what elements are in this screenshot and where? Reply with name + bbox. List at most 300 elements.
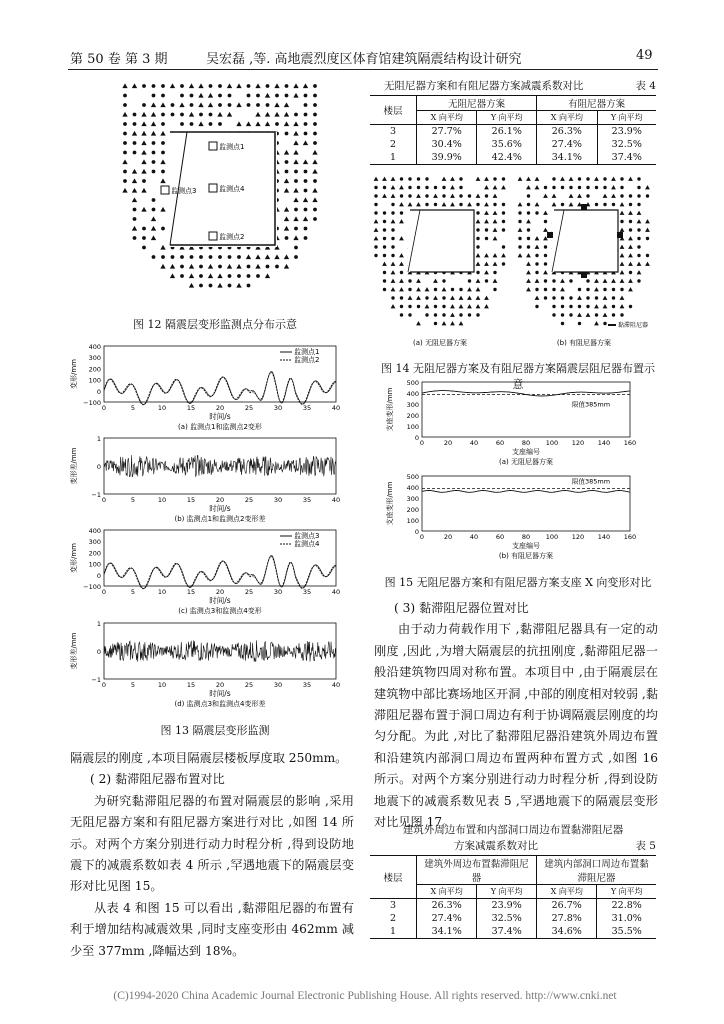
bearing-dot [544, 296, 547, 299]
bearing-dot [637, 228, 640, 231]
bearing-dot [637, 279, 640, 282]
bearing-dot [637, 254, 640, 257]
bearing-triangle [628, 287, 633, 291]
table-row: 1 34.1% 37.4% 34.6% 35.5% [370, 925, 656, 939]
bearing-dot [304, 122, 308, 126]
bearing-dot [133, 151, 137, 155]
plot-frame [422, 382, 630, 437]
y-tick-label: 100 [406, 423, 419, 431]
bearing-triangle [450, 321, 455, 325]
bearing-dot [247, 274, 251, 278]
bearing-triangle [620, 304, 625, 308]
legend-label: 监测点2 [294, 356, 320, 364]
x-tick-label: 10 [157, 404, 167, 412]
bearing-dot [313, 84, 317, 88]
bearing-triangle [594, 287, 599, 291]
bearing-dot [275, 94, 279, 98]
legend-label: 监测点1 [294, 348, 320, 356]
bearing-triangle [255, 264, 260, 269]
bearing-triangle [274, 112, 279, 117]
paragraph-damper-layout: 为研究黏滞阻尼器的布置对隔震层的影响 ,采用无阻尼器方案和有阻尼器方案进行对比 ,如图 14 所示。对两个方案分别进行动力时程分析 ,得到设防地震下的减震系数如表 4 所示 ,罕遇地震下的隔震层变形对比见图 15。 [70, 793, 354, 894]
bearing-triangle [236, 121, 241, 126]
bearing-triangle [620, 202, 625, 206]
bearing-dot [502, 203, 505, 206]
y-axis-label: 支座变形/mm [386, 387, 394, 432]
bearing-dot [383, 254, 386, 257]
bearing-dot [586, 305, 589, 308]
monitor-point-marker [209, 142, 217, 150]
bearing-triangle [450, 194, 455, 198]
bearing-dot [620, 177, 623, 180]
bearing-dot [285, 170, 289, 174]
bearing-dot [374, 203, 377, 206]
monitor-point-label: 监测点4 [219, 185, 245, 193]
bearing-dot [313, 113, 317, 117]
bearing-triangle [493, 253, 498, 257]
x-tick-label: 40 [469, 533, 479, 541]
fig12-isolation-plan [115, 80, 330, 305]
bearing-dot [190, 94, 194, 98]
bearing-dot [374, 194, 377, 197]
table5-subhead: Y 向平均 [477, 885, 537, 899]
bearing-dot [247, 94, 251, 98]
bearing-dot [391, 211, 394, 214]
fig13-monitoring-plots [68, 338, 350, 718]
bearing-triangle [628, 279, 633, 283]
bearing-dot [123, 141, 127, 145]
x-tick-label: 5 [130, 496, 136, 504]
bearing-triangle [255, 83, 260, 88]
bearing-dot [171, 103, 175, 107]
bearing-dot [142, 103, 146, 107]
bearing-dot [425, 296, 428, 299]
x-tick-label: 5 [130, 404, 136, 412]
bearing-triangle [208, 102, 213, 107]
bearing-triangle [603, 279, 608, 283]
x-tick-label: 20 [215, 404, 225, 412]
table4-group: 有阻尼器方案 [537, 96, 656, 111]
bearing-dot [434, 186, 437, 189]
bearing-triangle [450, 313, 455, 317]
bearing-triangle [450, 296, 455, 300]
bearing-dot [586, 177, 589, 180]
x-tick-label: 40 [331, 496, 341, 504]
y-tick-label: 400 [406, 390, 419, 398]
bearing-triangle [399, 236, 404, 240]
bearing-dot [313, 103, 317, 107]
bearing-dot [629, 271, 632, 274]
bearing-dot [612, 296, 615, 299]
bearing-triangle [493, 279, 498, 283]
x-tick-label: 100 [545, 439, 559, 447]
panel-subcaption: (b) 有阻尼器方案 [556, 339, 612, 347]
bearing-triangle [374, 228, 379, 232]
bearing-triangle [132, 197, 137, 202]
bearing-dot [646, 237, 649, 240]
bearing-dot [578, 305, 581, 308]
bearing-triangle [122, 159, 127, 164]
bearing-triangle [476, 177, 481, 181]
bearing-triangle [274, 254, 279, 259]
bearing-triangle [312, 197, 317, 202]
bearing-dot [535, 271, 538, 274]
bearing-dot [400, 313, 403, 316]
bearing-triangle [535, 279, 540, 283]
legend-label: 监测点4 [294, 540, 320, 548]
bearing-dot [569, 186, 572, 189]
bearing-dot [313, 122, 317, 126]
bearing-triangle [399, 262, 404, 266]
bearing-dot [408, 186, 411, 189]
x-axis-label: 时间/s [209, 689, 231, 698]
bearing-triangle [476, 304, 481, 308]
x-tick-label: 10 [157, 681, 167, 689]
bearing-dot [152, 141, 156, 145]
bearing-triangle [535, 202, 540, 206]
bearing-dot [228, 284, 232, 288]
bearing-dot [417, 177, 420, 180]
x-tick-label: 80 [521, 439, 531, 447]
bearing-dot [133, 122, 137, 126]
panel-subcaption: (a) 无阻尼器方案 [499, 458, 553, 466]
bearing-triangle [552, 194, 557, 198]
fig13-panel [69, 620, 340, 708]
bearing-dot [142, 236, 146, 240]
bearing-dot [612, 288, 615, 291]
bearing-triangle [198, 121, 203, 126]
bearing-dot [383, 271, 386, 274]
table-row: 2 30.4% 35.6% 27.4% 32.5% [370, 138, 656, 151]
table5-number: 表 5 [635, 840, 656, 852]
bearing-triangle [374, 219, 379, 223]
bearing-triangle [399, 185, 404, 189]
bearing-triangle [603, 313, 608, 317]
bearing-dot [527, 211, 530, 214]
bearing-triangle [433, 279, 438, 283]
bearing-triangle [535, 236, 540, 240]
bearing-dot [199, 284, 203, 288]
bearing-dot [400, 305, 403, 308]
bearing-triangle [151, 226, 156, 231]
bearing-dot [400, 177, 403, 180]
bearing-dot [485, 279, 488, 282]
table4-subhead: Y 向平均 [477, 111, 537, 125]
fig13-caption: 图 13 隔震层变形监测 [160, 724, 270, 737]
bearing-dot [408, 313, 411, 316]
x-tick-label: 25 [244, 404, 254, 412]
journal-volume: 第 50 卷 第 3 期 [70, 52, 168, 67]
bearing-triangle [450, 177, 455, 181]
bearing-dot [442, 194, 445, 197]
bearing-triangle [141, 140, 146, 145]
bearing-dot [544, 186, 547, 189]
monitor-point-label: 监测点3 [171, 187, 197, 195]
table5-subhead: X 向平均 [537, 885, 597, 899]
bearing-triangle [312, 188, 317, 193]
bearing-triangle [526, 253, 531, 257]
bearing-triangle [459, 321, 464, 325]
bearing-triangle [493, 211, 498, 215]
y-tick-label: 0 [414, 528, 419, 536]
bearing-dot [459, 177, 462, 180]
x-tick-label: 0 [101, 681, 107, 689]
bearing-triangle [526, 219, 531, 223]
bearing-dot [228, 255, 232, 259]
bearing-dot [237, 274, 241, 278]
bearing-triangle [484, 296, 489, 300]
y-tick-label: 1 [96, 435, 101, 443]
bearing-triangle [442, 321, 447, 325]
bearing-dot [629, 305, 632, 308]
table4-title-row [370, 78, 656, 93]
bearing-triangle [391, 270, 396, 274]
bearing-dot [374, 186, 377, 189]
bearing-triangle [255, 254, 260, 259]
table5-title: 建筑外周边布置和内部洞口周边布置黏滞阻尼器 [402, 824, 624, 836]
bearing-dot [629, 220, 632, 223]
bearing-dot [535, 262, 538, 265]
bearing-triangle [274, 83, 279, 88]
bearing-dot [391, 254, 394, 257]
bearing-triangle [484, 219, 489, 223]
x-tick-label: 5 [130, 588, 136, 596]
bearing-triangle [141, 131, 146, 136]
bearing-triangle [493, 262, 498, 266]
bearing-dot [304, 170, 308, 174]
bearing-triangle [620, 262, 625, 266]
bearing-triangle [208, 264, 213, 269]
plot-frame [104, 438, 336, 494]
bearing-dot [161, 255, 165, 259]
bearing-dot [218, 255, 222, 259]
bearing-triangle [476, 262, 481, 266]
bearing-dot [476, 211, 479, 214]
bearing-triangle [227, 112, 232, 117]
bearing-dot [595, 296, 598, 299]
bearing-triangle [577, 194, 582, 198]
damper-marker [581, 272, 587, 278]
bearing-triangle [391, 194, 396, 198]
y-tick-label: 200 [88, 549, 101, 558]
bearing-triangle [132, 83, 137, 88]
fig12-caption: 图 12 隔震层变形监测点分布示意 [133, 318, 297, 331]
bearing-dot [180, 84, 184, 88]
bearing-dot [218, 122, 222, 126]
paragraph-damper-position: 由于动力荷载作用下 ,黏滞阻尼器具有一定的动刚度 ,因此 ,为增大隔震层的抗扭刚度 ,黏滞阻尼器一般沿建筑物四周对称布置。本项目中 ,由于隔震层在建筑物中部比赛场地区开洞 ,中部的刚度相对较弱 ,黏滞阻尼器布置于洞口周边有利于协调隔震层刚度的均匀分配。为此 ,对比了黏滞阻尼器沿建筑外周边布置和沿建筑内部洞口周边布置两种布置方式 ,如图 16 所示。对两个方案分别进行动力时程分析 ,得到设防地震下的减震系数见表 5 ,罕遇地震下的隔震层变形对比见图 17。 [374, 622, 658, 830]
bearing-dot [152, 170, 156, 174]
bearing-dot [304, 189, 308, 193]
bearing-dot [442, 186, 445, 189]
x-tick-label: 20 [215, 496, 225, 504]
x-tick-label: 25 [244, 588, 254, 596]
bearing-dot [152, 198, 156, 202]
bearing-dot [133, 141, 137, 145]
bearing-triangle [611, 279, 616, 283]
bearing-dot [502, 262, 505, 265]
bearing-dot [476, 228, 479, 231]
bearing-triangle [416, 194, 421, 198]
bearing-triangle [274, 102, 279, 107]
bearing-dot [544, 254, 547, 257]
monitor-point-label: 监测点1 [219, 143, 245, 151]
x-tick-label: 120 [571, 439, 585, 447]
bearing-dot [434, 313, 437, 316]
bearing-triangle [526, 177, 531, 181]
running-title: 吴宏磊 ,等. 高地震烈度区体育馆建筑隔震结构设计研究 [206, 52, 522, 67]
bearing-triangle [637, 219, 642, 223]
table4-col-floor: 楼层 [370, 96, 417, 125]
bearing-triangle [476, 287, 481, 291]
bearing-dot [199, 265, 203, 269]
bearing-dot [425, 194, 428, 197]
bearing-triangle [312, 159, 317, 164]
bearing-triangle [391, 304, 396, 308]
panel-subcaption: (b) 监测点1和监测点2变形差 [174, 515, 266, 523]
bearing-triangle [518, 202, 523, 206]
x-tick-label: 40 [331, 681, 341, 689]
bearing-triangle [236, 264, 241, 269]
bearing-dot [629, 228, 632, 231]
y-tick-label: 100 [88, 376, 101, 385]
x-tick-label: 140 [597, 439, 611, 447]
bearing-triangle [293, 159, 298, 164]
table4-number: 表 4 [635, 80, 656, 92]
bearing-triangle [526, 185, 531, 189]
bearing-triangle [560, 279, 565, 283]
bearing-dot [133, 217, 137, 221]
bearing-dot [391, 245, 394, 248]
bearing-triangle [416, 296, 421, 300]
bearing-triangle [628, 262, 633, 266]
table-row: 2 27.4% 32.5% 27.8% 31.0% [370, 912, 656, 925]
bearing-dot [152, 255, 156, 259]
bearing-triangle [628, 211, 633, 215]
bearing-dot [161, 84, 165, 88]
bearing-dot [209, 255, 213, 259]
bearing-dot [544, 245, 547, 248]
bearing-dot [266, 103, 270, 107]
bearing-triangle [569, 177, 574, 181]
x-tick-label: 160 [623, 439, 637, 447]
bearing-triangle [611, 185, 616, 189]
fig13-panel [69, 435, 340, 523]
bearing-triangle [284, 216, 289, 221]
paragraph-continued: 隔震层的刚度 ,本项目隔震层楼板厚度取 250mm。 [70, 751, 348, 765]
bearing-triangle [535, 177, 540, 181]
bearing-triangle [416, 279, 421, 283]
bearing-triangle [170, 83, 175, 88]
bearing-dot [468, 279, 471, 282]
bearing-dot [561, 186, 564, 189]
bearing-dot [527, 245, 530, 248]
bearing-dot [313, 179, 317, 183]
bearing-triangle [160, 178, 165, 183]
bearing-triangle [501, 185, 506, 189]
bearing-dot [123, 94, 127, 98]
bearing-triangle [236, 283, 241, 288]
bearing-triangle [484, 202, 489, 206]
bearing-triangle [141, 121, 146, 126]
x-tick-label: 20 [215, 681, 225, 689]
bearing-triangle [151, 131, 156, 136]
bearing-dot [569, 313, 572, 316]
x-tick-label: 20 [215, 588, 225, 596]
bearing-dot [569, 296, 572, 299]
bearing-dot [142, 179, 146, 183]
bearing-dot [304, 132, 308, 136]
bearing-triangle [132, 178, 137, 183]
y-tick-label: 200 [406, 412, 419, 420]
bearing-dot [476, 237, 479, 240]
bearing-dot [209, 122, 213, 126]
bearing-dot [123, 132, 127, 136]
bearing-triangle [208, 273, 213, 278]
bearing-dot [459, 194, 462, 197]
bearing-dot [485, 194, 488, 197]
x-tick-label: 0 [419, 439, 425, 447]
bearing-triangle [160, 264, 165, 269]
bearing-dot [383, 228, 386, 231]
bearing-dot [637, 194, 640, 197]
bearing-dot [408, 305, 411, 308]
table4-group: 无阻尼器方案 [417, 96, 537, 111]
panel-subcaption: (c) 监测点3和监测点4变形 [178, 607, 262, 615]
bearing-dot [595, 186, 598, 189]
bearing-dot [133, 208, 137, 212]
bearing-triangle [284, 121, 289, 126]
bearing-triangle [293, 131, 298, 136]
table5-col-floor: 楼层 [370, 856, 417, 899]
bearing-dot [586, 279, 589, 282]
bearing-dot [123, 122, 127, 126]
bearing-dot [209, 113, 213, 117]
bearing-dot [637, 186, 640, 189]
x-tick-label: 0 [419, 533, 425, 541]
x-tick-label: 20 [443, 533, 453, 541]
bearing-triangle [198, 83, 203, 88]
bearing-dot [266, 84, 270, 88]
bearing-triangle [399, 202, 404, 206]
x-tick-label: 60 [495, 439, 505, 447]
bearing-dot [620, 288, 623, 291]
bearing-triangle [493, 219, 498, 223]
bearing-triangle [603, 304, 608, 308]
bearing-triangle [399, 219, 404, 223]
bearing-triangle [501, 253, 506, 257]
bearing-dot [161, 113, 165, 117]
signal-trace [104, 556, 336, 589]
bearing-dot [476, 271, 479, 274]
x-tick-label: 30 [273, 404, 283, 412]
bearing-dot [247, 284, 251, 288]
bearing-dot [502, 228, 505, 231]
bearing-dot [294, 227, 298, 231]
bearing-triangle [594, 279, 599, 283]
bearing-triangle [382, 262, 387, 266]
bearing-triangle [265, 254, 270, 259]
bearing-dot [637, 203, 640, 206]
bearing-triangle [518, 177, 523, 181]
bearing-dot [313, 208, 317, 212]
y-tick-label: 0 [414, 434, 419, 442]
bearing-dot [527, 228, 530, 231]
y-tick-label: 0 [96, 648, 101, 656]
bearing-dot [586, 288, 589, 291]
bearing-dot [190, 103, 194, 107]
y-tick-label: 100 [406, 517, 419, 525]
bearing-dot [468, 313, 471, 316]
bearing-dot [285, 132, 289, 136]
